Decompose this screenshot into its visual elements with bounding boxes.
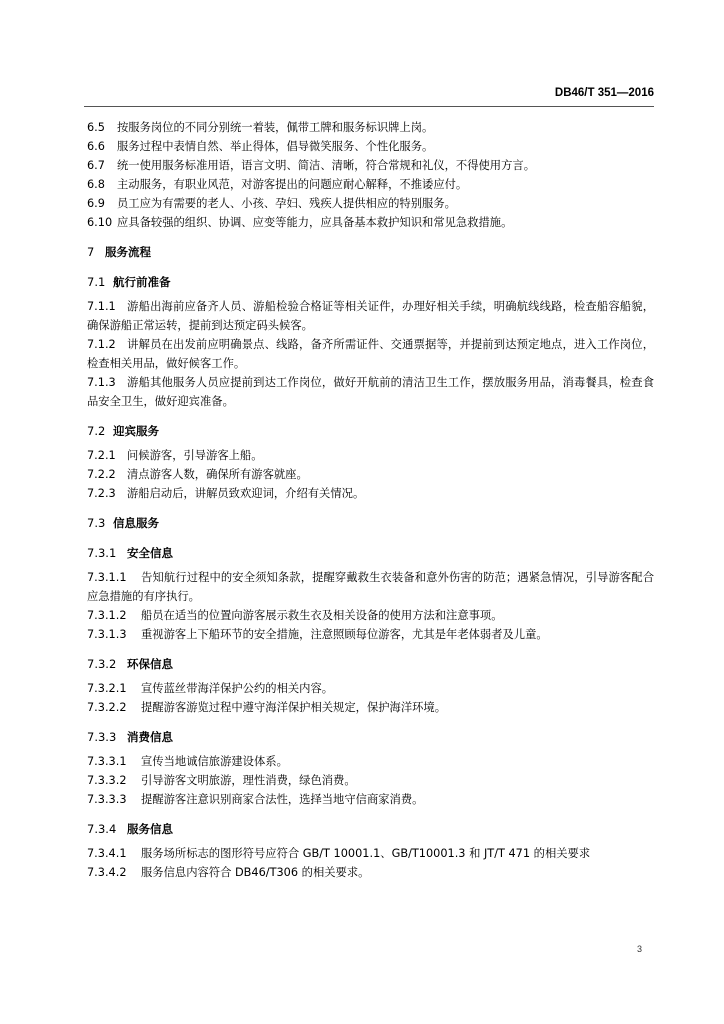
- document-code-header: DB46/T 351—2016: [554, 87, 654, 99]
- clause-6-10: 6.10 应具备较强的组织、协调、应变等能力，应具备基本救护知识和常见急救措施。: [87, 216, 513, 229]
- section-7-3-3-heading: 7.3.3 消费信息: [87, 730, 173, 744]
- clause-7-3-1-1: 7.3.1.1 告知航行过程中的安全须知条款，提醒穿戴救生衣装备和意外伤害的防范；遇紧急情况，引导游客配合应急措施的有序执行。: [87, 571, 654, 603]
- clause-7-3-4-2: 7.3.4.2 服务信息内容符合 DB46/T306 的相关要求。: [87, 866, 370, 879]
- clause-7-3-2-1: 7.3.2.1 宣传蓝丝带海洋保护公约的相关内容。: [87, 682, 334, 695]
- clause-7-3-3-2: 7.3.3.2 引导游客文明旅游，理性消费，绿色消费。: [87, 774, 356, 787]
- section-7-2-heading: 7.2 迎宾服务: [87, 424, 159, 438]
- section-7-3-2-heading: 7.3.2 环保信息: [87, 657, 173, 671]
- section-7-3-heading: 7.3 信息服务: [87, 516, 159, 530]
- page-number: 3: [636, 944, 642, 954]
- section-7-3-4-heading: 7.3.4 服务信息: [87, 822, 173, 836]
- clause-6-6: 6.6 服务过程中表情自然、举止得体，倡导微笑服务、个性化服务。: [87, 140, 434, 153]
- clause-7-2-3: 7.2.3 游船启动后，讲解员致欢迎词，介绍有关情况。: [87, 487, 365, 500]
- section-7-heading: 7 服务流程: [87, 245, 151, 259]
- clause-7-2-2: 7.2.2 清点游客人数，确保所有游客就座。: [87, 468, 308, 481]
- clause-7-1-1: 7.1.1 游船出海前应备齐人员、游船检验合格证等相关证件，办理好相关手续，明确航线线路，检查船容船貌，确保游船正常运转，提前到达预定码头候客。: [87, 300, 654, 332]
- clause-7-1-3: 7.1.3 游船其他服务人员应提前到达工作岗位，做好开航前的清洁卫生工作，摆放服务用品，消毒餐具，检查食品安全卫生，做好迎宾准备。: [87, 376, 654, 408]
- clause-7-3-3-3: 7.3.3.3 提醒游客注意识别商家合法性，选择当地守信商家消费。: [87, 793, 424, 806]
- clause-7-1-2: 7.1.2 讲解员在出发前应明确景点、线路，备齐所需证件、交通票据等，并提前到达预定地点，进入工作岗位，检查相关用品，做好候客工作。: [87, 338, 654, 370]
- clause-7-3-1-2: 7.3.1.2 船员在适当的位置向游客展示救生衣及相关设备的使用方法和注意事项。: [87, 609, 503, 622]
- clause-6-5: 6.5 按服务岗位的不同分别统一着装，佩带工牌和服务标识牌上岗。: [87, 121, 434, 134]
- clause-7-2-1: 7.2.1 问候游客，引导游客上船。: [87, 449, 263, 462]
- page-body: [87, 118, 654, 882]
- section-7-3-1-heading: 7.3.1 安全信息: [87, 546, 173, 560]
- clause-6-9: 6.9 员工应为有需要的老人、小孩、孕妇、残疾人提供相应的特别服务。: [87, 197, 456, 210]
- clause-7-3-2-2: 7.3.2.2 提醒游客游览过程中遵守海洋保护相关规定，保护海洋环境。: [87, 701, 447, 714]
- clause-7-3-4-1: 7.3.4.1 服务场所标志的图形符号应符合 GB/T 10001.1、GB/T10001.3 和 JT/T 471 的相关要求: [87, 847, 591, 860]
- clause-6-8: 6.8 主动服务，有职业风范，对游客提出的问题应耐心解释，不推诿应付。: [87, 178, 468, 191]
- section-7-1-heading: 7.1 航行前准备: [87, 275, 171, 289]
- clause-6-7: 6.7 统一使用服务标准用语，语言文明、简洁、清晰，符合常规和礼仪，不得使用方言。: [87, 159, 535, 172]
- header-rule: [84, 106, 654, 107]
- clause-7-3-3-1: 7.3.3.1 宣传当地诚信旅游建设体系。: [87, 755, 288, 768]
- clause-7-3-1-3: 7.3.1.3 重视游客上下船环节的安全措施，注意照顾每位游客，尤其是年老体弱者及儿童。: [87, 628, 548, 641]
